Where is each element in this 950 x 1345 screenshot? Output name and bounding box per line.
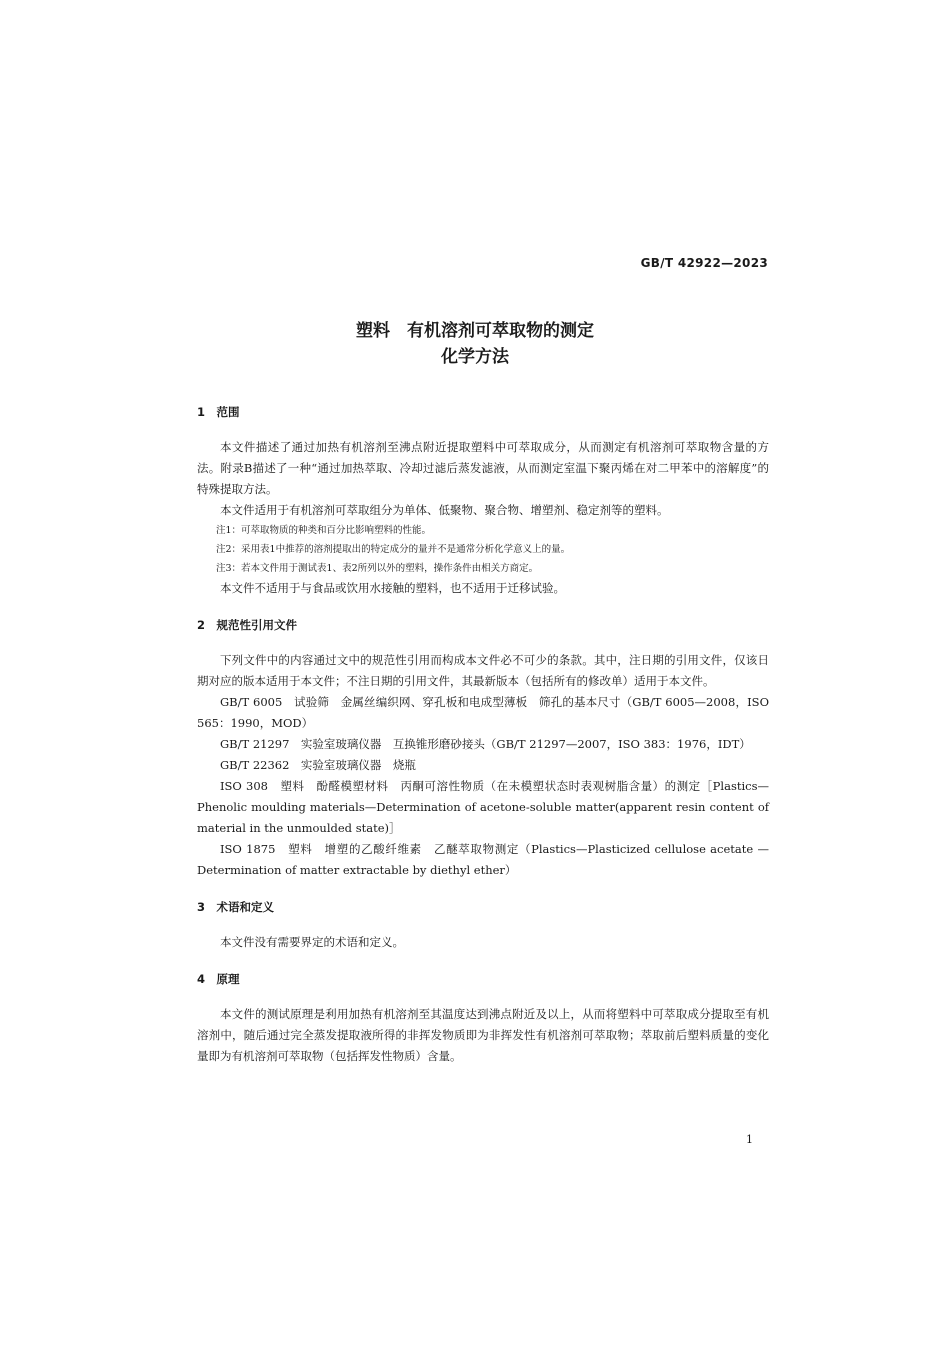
reference-item: GB/T 22362 实验室玻璃仪器 烧瓶 <box>220 758 416 772</box>
section-heading-normative-references: 2 规范性引用文件 <box>197 618 298 632</box>
title-line-1: 塑料 有机溶剂可萃取物的测定 <box>356 321 594 341</box>
paragraph: 本文件的测试原理是利用加热有机溶剂至其温度达到沸点附近及以上，从而将塑料中可萃取成分提取至有机溶剂中，随后通过完全蒸发提取液所得的非挥发物质即为非挥发性有机溶剂可萃取物；萃取前后塑料质量的变化量即为有机溶剂可萃取物（包括挥发性物质）含量。 <box>197 1007 769 1063</box>
note: 注2：采用表1中推荐的溶剂提取出的特定成分的量并不是通常分析化学意义上的量。 <box>216 544 571 555</box>
paragraph: 本文件适用于有机溶剂可萃取组分为单体、低聚物、聚合物、增塑剂、稳定剂等的塑料。 <box>220 503 669 517</box>
title-line-2: 化学方法 <box>441 347 509 367</box>
reference-item: ISO 1875 塑料 增塑的乙酸纤维素 乙醚萃取物测定（Plastics—Plasticized cellulose acetate — Determination of matter extractable by diethyl ether） <box>197 842 769 877</box>
standard-code: GB/T 42922—2023 <box>640 256 768 270</box>
reference-item: ISO 308 塑料 酚醛模塑材料 丙酮可溶性物质（在未模塑状态时表观树脂含量）的测定［Plastics—Phenolic moulding materials—Determination of acetone-soluble matter(apparent resin content of material in the unmoulded state)］ <box>197 779 769 835</box>
section-heading-scope: 1 范围 <box>197 405 240 419</box>
paragraph: 本文件描述了通过加热有机溶剂至沸点附近提取塑料中可萃取成分，从而测定有机溶剂可萃取物含量的方法。附录B描述了一种“通过加热萃取、冷却过滤后蒸发滤液，从而测定室温下聚丙烯在对二甲苯中的溶解度”的特殊提取方法。 <box>197 440 769 496</box>
document-title <box>0 318 950 370</box>
paragraph: 本文件没有需要界定的术语和定义。 <box>220 935 404 949</box>
note: 注1：可萃取物质的种类和百分比影响塑料的性能。 <box>216 525 432 536</box>
note: 注3：若本文件用于测试表1、表2所列以外的塑料，操作条件由相关方商定。 <box>216 563 539 574</box>
document-body <box>197 402 769 1067</box>
section-heading-terms: 3 术语和定义 <box>197 900 275 914</box>
paragraph: 本文件不适用于与食品或饮用水接触的塑料，也不适用于迁移试验。 <box>220 581 565 595</box>
paragraph: 下列文件中的内容通过文中的规范性引用而构成本文件必不可少的条款。其中，注日期的引用文件，仅该日期对应的版本适用于本文件；不注日期的引用文件，其最新版本（包括所有的修改单）适用于本文件。 <box>197 653 769 688</box>
reference-item: GB/T 21297 实验室玻璃仪器 互换锥形磨砂接头（GB/T 21297—2007，ISO 383：1976，IDT） <box>220 737 751 751</box>
reference-item: GB/T 6005 试验筛 金属丝编织网、穿孔板和电成型薄板 筛孔的基本尺寸（GB/T 6005—2008，ISO 565：1990，MOD） <box>197 695 769 730</box>
page-number: 1 <box>746 1133 753 1146</box>
section-heading-principle: 4 原理 <box>197 972 240 986</box>
